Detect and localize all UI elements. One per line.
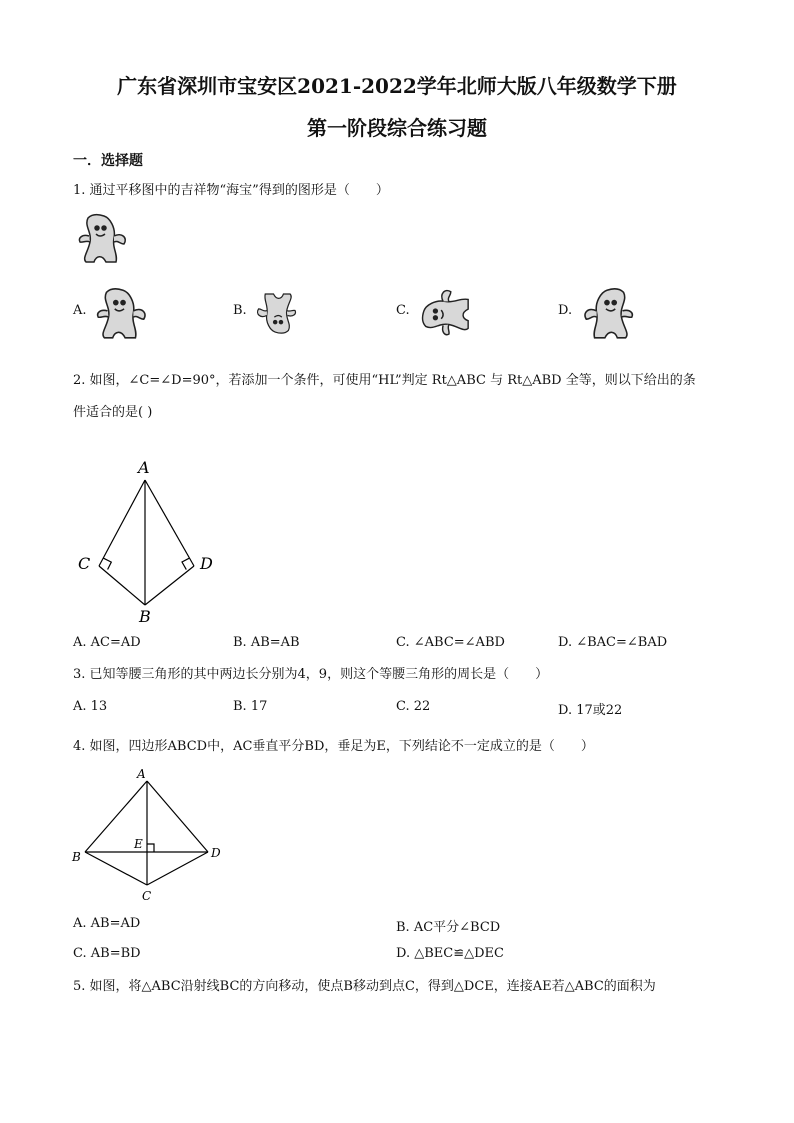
q2-option-b[interactable]: B. AB=AB: [233, 635, 300, 650]
q1-option-d-image[interactable]: [578, 286, 638, 342]
question-5-text: 5. 如图，将△ABC沿射线BC的方向移动，使点B移动到点C，得到△DCE，连接AE若△ABC的面积为: [73, 979, 656, 994]
q4-option-b[interactable]: B. AC平分∠BCD: [396, 920, 501, 935]
document-title-line1: 广东省深圳市宝安区2021-2022学年北师大版八年级数学下册: [117, 74, 677, 98]
q2-option-d[interactable]: D. ∠BAC=∠BAD: [558, 635, 668, 650]
q3-option-c[interactable]: C. 22: [396, 699, 431, 714]
segment-ac: [99, 480, 145, 566]
q1-option-c-image[interactable]: [416, 286, 476, 338]
mascot-reference-image: [74, 212, 132, 266]
segment-db: [145, 566, 194, 605]
q4-option-a[interactable]: A. AB=AD: [73, 916, 141, 931]
section-heading: 一．选择题: [73, 153, 143, 169]
label-a: A: [138, 458, 150, 477]
q1-option-b-label[interactable]: B.: [233, 303, 247, 318]
right-angle-mark-d: [182, 558, 189, 569]
q4-figure: [68, 764, 238, 904]
document-title-line2: 第一阶段综合练习题: [307, 116, 487, 140]
label-b: B: [139, 607, 151, 626]
right-angle-mark-c: [104, 558, 112, 569]
q1-option-a-label[interactable]: A.: [73, 303, 87, 318]
question-3-text: 3. 已知等腰三角形的其中两边长分别为4，9，则这个等腰三角形的周长是（ ）: [73, 667, 549, 682]
segment-cb: [99, 566, 145, 605]
segment-dc: [147, 852, 208, 885]
q3-option-a[interactable]: A. 13: [73, 699, 108, 714]
label-a: A: [137, 767, 146, 781]
q2-option-a[interactable]: A. AC=AD: [73, 635, 141, 650]
q1-option-c-label[interactable]: C.: [396, 303, 410, 318]
label-b: B: [72, 850, 81, 864]
label-d: D: [211, 846, 221, 860]
label-c: C: [142, 889, 152, 903]
label-c: C: [78, 554, 91, 573]
label-d: D: [200, 554, 213, 573]
q1-option-a-image[interactable]: [92, 286, 152, 342]
question-2-text-line1: 2. 如图，∠C=∠D=90°，若添加一个条件，可使用“HL”判定 Rt△ABC 与 Rt△ABD 全等，则以下给出的条: [73, 373, 696, 388]
q3-option-b[interactable]: B. 17: [233, 699, 268, 714]
segment-ad: [145, 480, 194, 566]
question-1-text: 1. 通过平移图中的吉祥物“海宝”得到的图形是（ ）: [73, 183, 389, 198]
q1-option-b-image[interactable]: [252, 284, 300, 342]
question-4-text: 4. 如图，四边形ABCD中，AC垂直平分BD，垂足为E，下列结论不一定成立的是（ ）: [73, 739, 594, 754]
segment-ad: [147, 781, 208, 852]
q2-option-c[interactable]: C. ∠ABC=∠ABD: [396, 635, 505, 650]
q2-figure: [70, 455, 230, 627]
q3-option-d[interactable]: D. 17或22: [558, 703, 623, 718]
label-e: E: [134, 837, 143, 851]
segment-bc: [85, 852, 147, 885]
q4-option-d[interactable]: D. △BEC≌△DEC: [396, 946, 504, 961]
right-angle-mark-e: [147, 844, 154, 852]
question-2-text-line2: 件适合的是( ): [73, 405, 153, 420]
mascot-figure: [79, 215, 125, 262]
q1-option-d-label[interactable]: D.: [558, 303, 573, 318]
q4-option-c[interactable]: C. AB=BD: [73, 946, 141, 961]
